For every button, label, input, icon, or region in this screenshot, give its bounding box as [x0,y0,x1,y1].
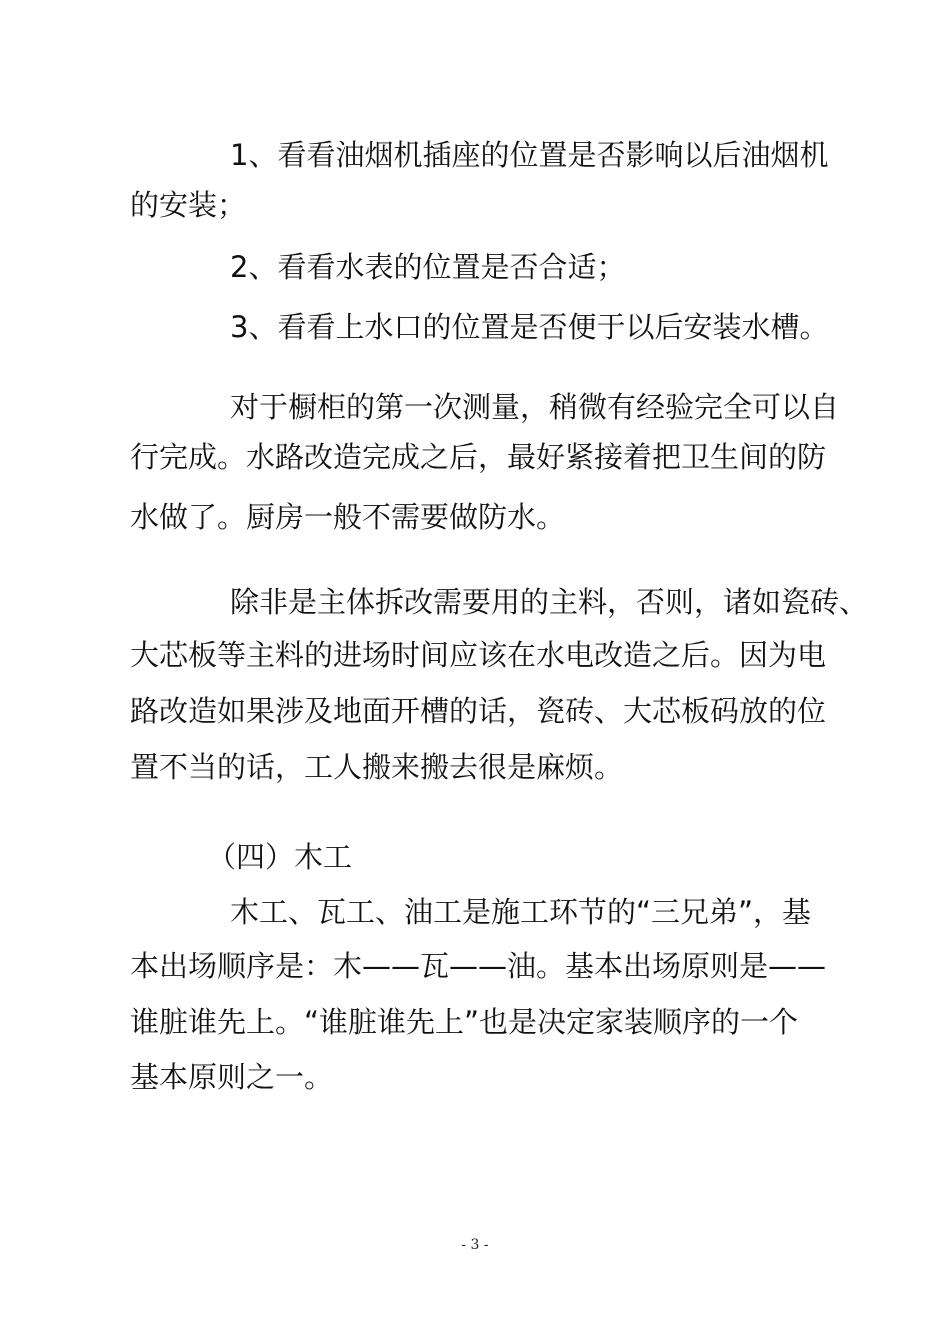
paragraph-carpentry-line-2: 本出场顺序是：木——瓦——油。基本出场原则是—— [130,949,827,983]
paragraph-carpentry-line-4: 基本原则之一。 [130,1060,334,1094]
list-item-1-line-1: 1、看看油烟机插座的位置是否影响以后油烟机 [230,138,829,172]
list-item-2: 2、看看水表的位置是否合适； [230,250,626,284]
paragraph-cabinet-line-2: 行完成。水路改造完成之后，最好紧接着把卫生间的防 [130,440,827,474]
paragraph-materials-line-4: 置不当的话，工人搬来搬去很是麻烦。 [130,750,624,784]
section-heading-carpentry: （四）木工 [207,840,353,874]
paragraph-carpentry-line-3: 谁脏谁先上。“谁脏谁先上”也是决定家装顺序的一个 [130,1005,799,1039]
paragraph-carpentry-line-1: 木工、瓦工、油工是施工环节的“三兄弟”，基 [230,895,812,929]
page-number: - 3 - [461,1237,489,1253]
list-item-1-line-2: 的安装； [130,188,247,222]
list-item-3: 3、看看上水口的位置是否便于以后安装水槽。 [230,310,829,344]
paragraph-cabinet-line-1: 对于橱柜的第一次测量，稍微有经验完全可以自 [230,390,840,424]
paragraph-materials-line-2: 大芯板等主料的进场时间应该在水电改造之后。因为电 [130,638,827,672]
paragraph-materials-line-1: 除非是主体拆改需要用的主料，否则，诸如瓷砖、 [230,585,869,619]
paragraph-materials-line-3: 路改造如果涉及地面开槽的话，瓷砖、大芯板码放的位 [130,694,827,728]
paragraph-cabinet-line-3: 水做了。厨房一般不需要做防水。 [130,500,566,534]
